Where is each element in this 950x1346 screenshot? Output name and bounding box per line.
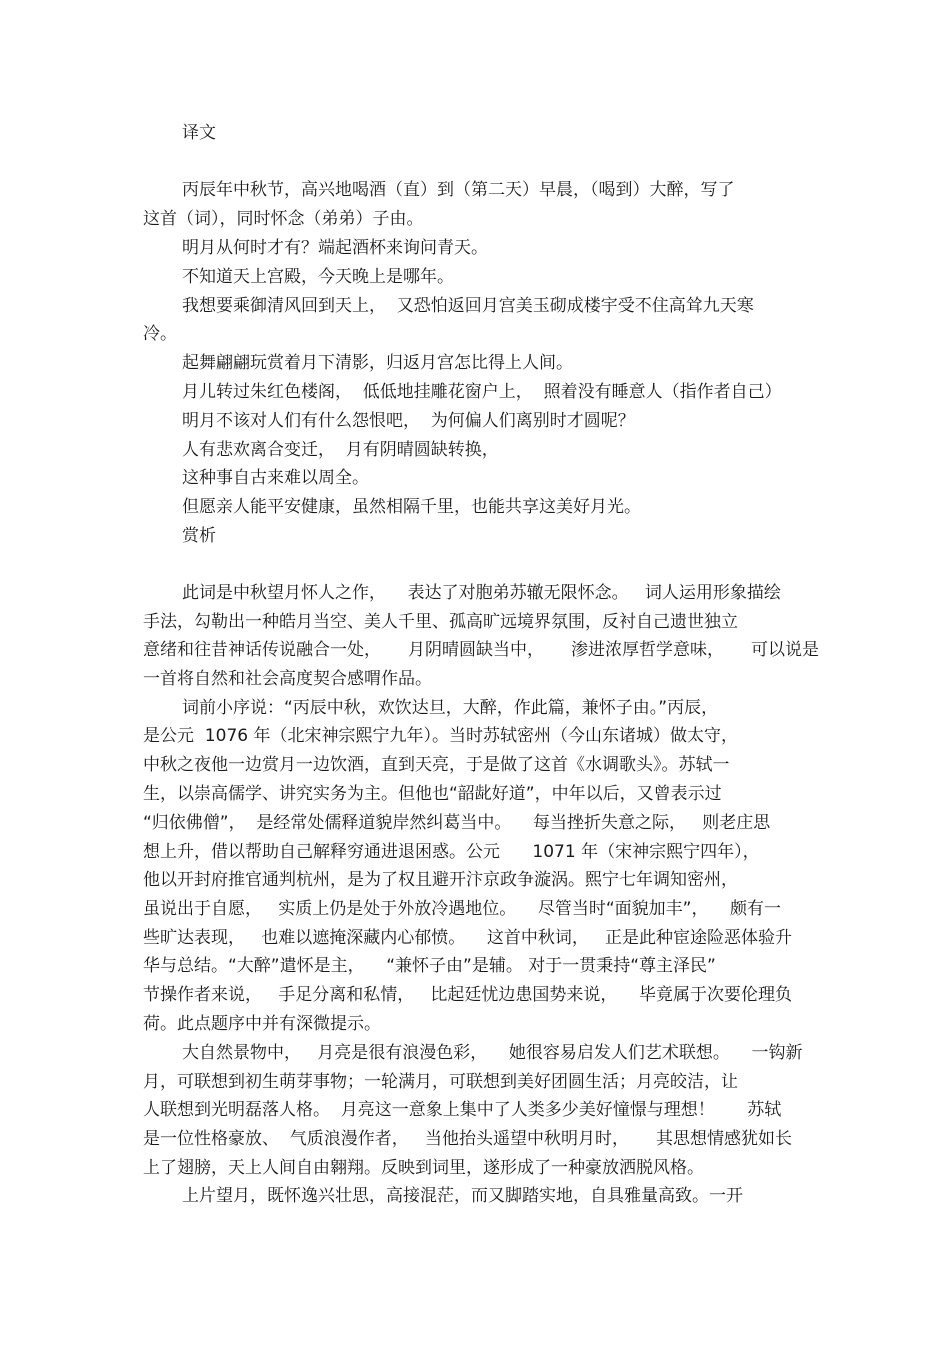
translation-line: 这种事自古来难以周全。 [182,468,369,488]
heading-appreciation: 赏析 [182,526,216,546]
appreciation-line: 虽说出于自愿， 实质上仍是处于外放冷遇地位。 尽管当时“面貌加丰”， 颇有一 [143,899,782,919]
appreciation-line: “归依佛僧”， 是经常处儒释道貌岸然纠葛当中。 每当挫折失意之际， 则老庄思 [143,813,771,833]
heading-translation: 译文 [182,123,216,143]
translation-line: 我想要乘御清风回到天上， 又恐怕返回月宫美玉砌成楼宇受不住高耸九天寒 [182,296,754,316]
appreciation-line: 荷。此点题序中并有深微提示。 [143,1014,381,1034]
translation-line: 不知道天上宫殿，今天晚上是哪年。 [182,267,454,287]
appreciation-line: 意绪和往昔神话传说融合一处， 月阴晴圆缺当中， 渗进浓厚哲学意味， 可以说是 [143,640,820,660]
translation-line: 起舞翩翩玩赏着月下清影，归返月宫怎比得上人间。 [182,353,573,373]
translation-line: 丙辰年中秋节，高兴地喝酒（直）到（第二天）早晨，（喝到）大醉，写了 [182,180,735,200]
appreciation-line: 是一位性格豪放、 气质浪漫作者， 当他抬头遥望中秋明月时， 其思想情感犹如长 [143,1129,793,1149]
appreciation-line: 上片望月，既怀逸兴壮思，高接混茫，而又脚踏实地，自具雅量高致。一开 [182,1186,743,1206]
appreciation-line: 此词是中秋望月怀人之作， 表达了对胞弟苏辙无限怀念。 词人运用形象描绘 [182,583,781,603]
appreciation-line: 他以开封府推官通判杭州，是为了权且避开汴京政争漩涡。熙宁七年调知密州， [143,870,738,890]
translation-line: 但愿亲人能平安健康，虽然相隔千里，也能共享这美好月光。 [182,497,641,517]
appreciation-line: 手法，勾勒出一种皓月当空、美人千里、孤高旷远境界氛围，反衬自己遗世独立 [143,612,738,632]
appreciation-line: 些旷达表现， 也难以遮掩深藏内心郁愤。 这首中秋词， 正是此种宦途险恶体验升 [143,928,793,948]
appreciation-line: 是公元 1076 年（北宋神宗熙宁九年）。当时苏轼密州（今山东诸城）做太守， [143,726,738,746]
translation-line: 冷。 [143,324,177,344]
translation-line: 月儿转过朱红色楼阁， 低低地挂雕花窗户上， 照着没有睡意人（指作者自己） [182,382,782,402]
appreciation-line: 大自然景物中， 月亮是很有浪漫色彩， 她很容易启发人们艺术联想。 一钩新 [182,1043,803,1063]
translation-line: 人有悲欢离合变迁， 月有阴晴圆缺转换， [182,440,499,460]
appreciation-line: 一首将自然和社会高度契合感喟作品。 [143,669,432,689]
translation-line: 明月不该对人们有什么怨恨吧， 为何偏人们离别时才圆呢？ [182,411,635,431]
appreciation-line: 生，以崇高儒学、讲究实务为主。但他也“韶龀好道”，中年以后，又曾表示过 [143,784,722,804]
appreciation-line: 词前小序说：“丙辰中秋，欢饮达旦，大醉，作此篇，兼怀子由。”丙辰， [182,698,719,718]
translation-line: 这首（词），同时怀念（弟弟）子由。 [143,209,424,229]
appreciation-line: 节操作者来说， 手足分离和私情， 比起廷忧边患国势来说， 毕竟属于次要伦理负 [143,985,793,1005]
appreciation-line: 月，可联想到初生萌芽事物；一轮满月，可联想到美好团圆生活；月亮皎洁，让 [143,1072,738,1092]
appreciation-line: 中秋之夜他一边赏月一边饮酒，直到天亮，于是做了这首《水调歌头》。苏轼一 [143,755,730,775]
appreciation-line: 人联想到光明磊落人格。 月亮这一意象上集中了人类多少美好憧憬与理想！ 苏轼 [143,1100,782,1120]
appreciation-line: 上了翅膀，天上人间自由翱翔。反映到词里，遂形成了一种豪放洒脱风格。 [143,1158,704,1178]
appreciation-line: 想上升，借以帮助自己解释穷通进退困惑。公元 1071 年（宋神宗熙宁四年）， [143,842,760,862]
appreciation-line: 华与总结。“大醉”遣怀是主， “兼怀子由”是辅。 对于一贯秉持“尊主泽民” [143,956,716,976]
translation-line: 明月从何时才有？端起酒杯来询问青天。 [182,238,488,258]
